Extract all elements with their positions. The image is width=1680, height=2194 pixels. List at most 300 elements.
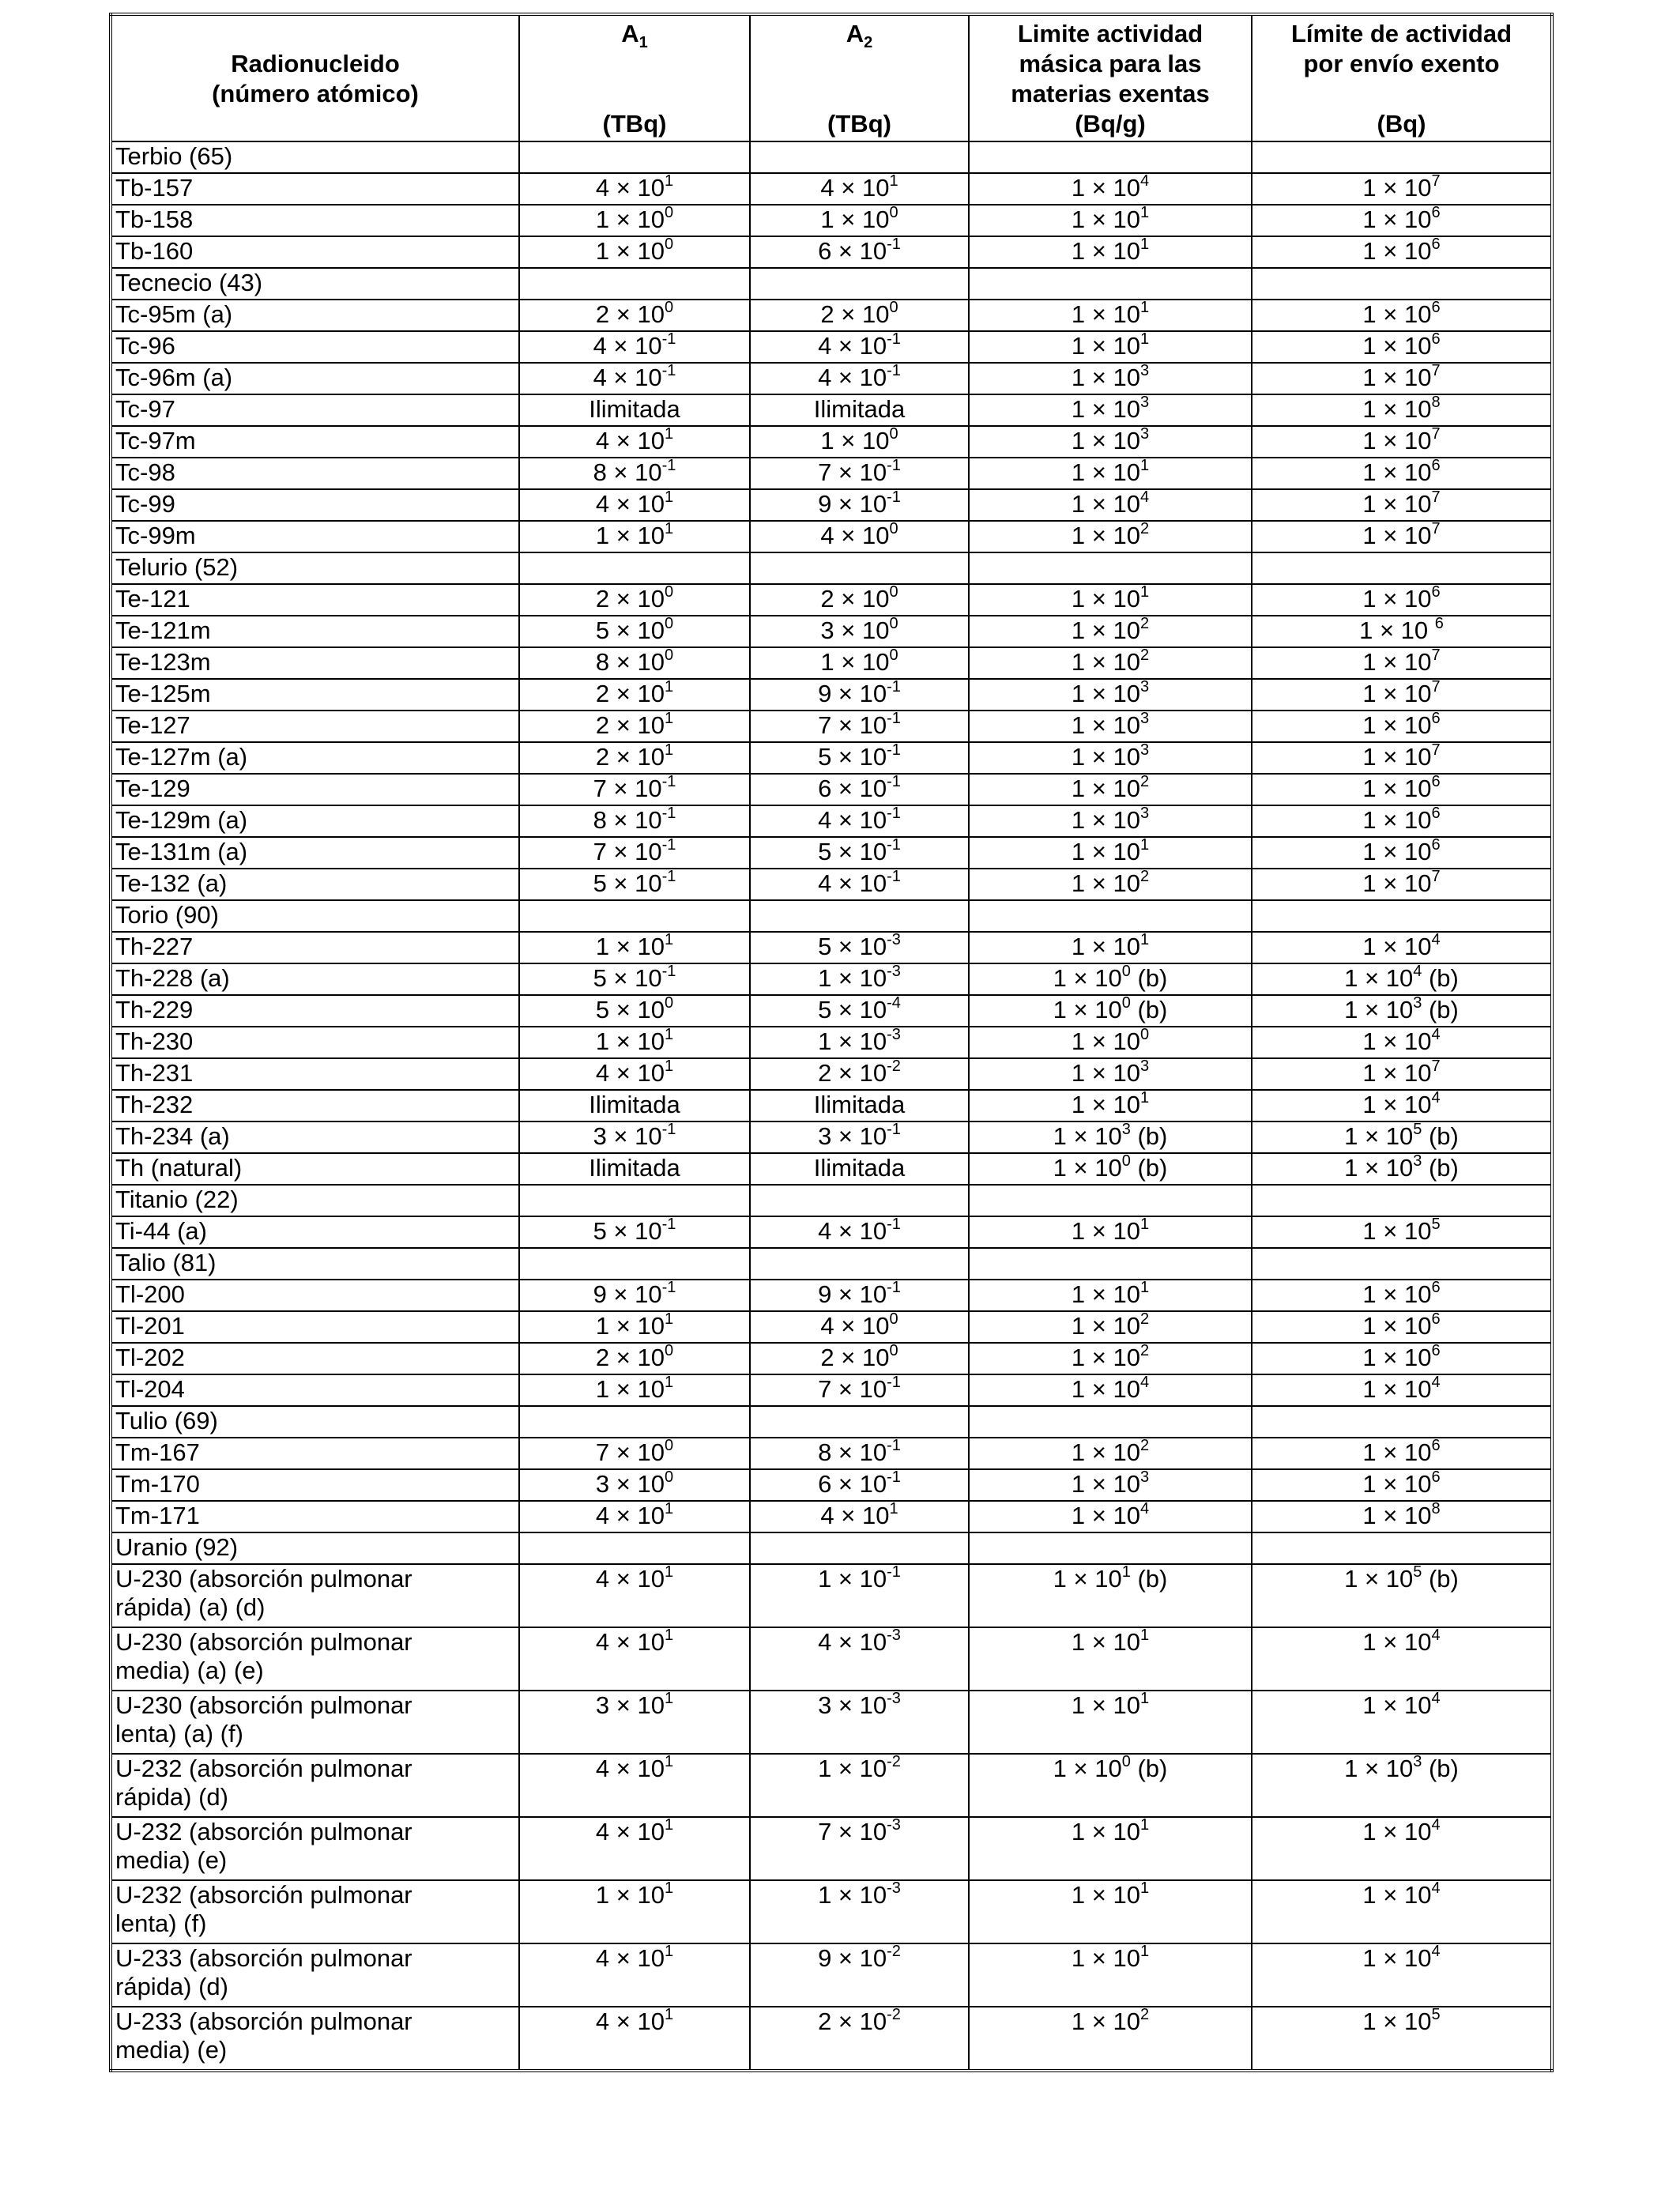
table-row (111, 1216, 1552, 1248)
exponent: 6 (1431, 1436, 1441, 1454)
a2-value: $3 \times 10^{-3}$ (750, 1691, 969, 1754)
exponent: 1 (664, 1373, 674, 1391)
radionuclide-name (111, 1627, 519, 1691)
name-line: lenta) (f) (115, 1909, 207, 1937)
limite-envio-value: $1 \times 10^4$ (1252, 1090, 1552, 1122)
limite-masica-value (969, 268, 1252, 300)
table-row (111, 1754, 1552, 1817)
name-line: U-233 (absorción pulmonar (115, 1944, 412, 1972)
radionuclide-name (111, 805, 519, 837)
a1-value: $4 \times 10^1$ (519, 1943, 750, 2007)
header-limite-masica (969, 14, 1252, 141)
name-line: Tc-98 (115, 458, 175, 486)
radionuclide-name (111, 394, 519, 426)
radionuclide-name (111, 1153, 519, 1185)
limite-masica-value: $1 \times 10^1$ (969, 837, 1252, 869)
exponent: 1 (1139, 1215, 1150, 1233)
exponent: 0 (889, 1341, 898, 1359)
exponent: 7 (1431, 867, 1441, 885)
limite-masica-value: $1 \times 10^2$ (969, 616, 1252, 647)
name-line: media) (e) (115, 2036, 228, 2064)
exponent: -2 (887, 1752, 901, 1770)
name-line: Uranio (92) (115, 1533, 239, 1561)
limite-masica-value: $1 \times 10^4$ (969, 1501, 1252, 1532)
limite-envio-value: $1 \times 10^4$ (1252, 1943, 1552, 2007)
limite-masica-value: $1 \times 10^4$ (969, 1374, 1252, 1406)
table-row (111, 711, 1552, 742)
radionuclide-name (111, 1754, 519, 1817)
element-group-row (111, 141, 1552, 173)
radionuclide-name (111, 1564, 519, 1627)
name-line: rápida) (a) (d) (115, 1593, 266, 1621)
a1-value: $2 \times 10^1$ (519, 711, 750, 742)
radionuclide-name (111, 1880, 519, 1943)
table-row (111, 1627, 1552, 1691)
limite-envio-value: $1 \times 10^6$ (1252, 837, 1552, 869)
limite-envio-value: 1 × 10 $^6$ (1252, 616, 1552, 647)
limite-envio-value: $1 \times 10^5$ (1252, 2007, 1552, 2071)
exponent: 0 (664, 1341, 674, 1359)
a1-value (519, 1248, 750, 1280)
name-line: Tl-201 (115, 1312, 185, 1340)
limite-masica-value: $1 \times 10^0$ (b) (969, 1754, 1252, 1817)
a2-value: $4 \times 10^1$ (750, 1501, 969, 1532)
element-group-row (111, 1248, 1552, 1280)
exponent: 5 (1413, 1120, 1422, 1138)
header-a1-label: A (621, 20, 639, 47)
header-row (111, 14, 1552, 141)
a1-value: $5 \times 10^{-1}$ (519, 869, 750, 900)
limite-envio-value: $1 \times 10^4$ (1252, 932, 1552, 963)
exponent: 1 (1139, 298, 1150, 316)
limite-masica-value: $1 \times 10^1$ (969, 1691, 1252, 1754)
exponent: 0 (1121, 1152, 1131, 1170)
radionuclide-name (111, 1280, 519, 1311)
limite-masica-value: $1 \times 10^4$ (969, 489, 1252, 521)
exponent: 0 (889, 646, 898, 664)
radionuclide-name (111, 1027, 519, 1058)
exponent: 0 (664, 235, 674, 253)
a2-value (750, 1532, 969, 1564)
exponent: 0 (889, 203, 898, 221)
limite-envio-value: $1 \times 10^7$ (1252, 173, 1552, 205)
exponent: 3 (1121, 1120, 1131, 1138)
a1-value: $1 \times 10^1$ (519, 1311, 750, 1343)
exponent: 0 (889, 519, 898, 537)
exponent: -3 (887, 962, 901, 980)
a2-value: $1 \times 10^0$ (750, 426, 969, 458)
radionuclide-name (111, 1501, 519, 1532)
limite-masica-value: $1 \times 10^3$ (969, 742, 1252, 774)
element-group-row (111, 1406, 1552, 1438)
a2-value: $2 \times 10^{-2}$ (750, 1058, 969, 1090)
a2-value: $9 \times 10^{-2}$ (750, 1943, 969, 2007)
name-line: Tb-158 (115, 205, 194, 233)
a1-value: $1 \times 10^1$ (519, 1880, 750, 1943)
element-group-name (111, 552, 519, 584)
exponent: 6 (1431, 330, 1441, 348)
exponent: 1 (1139, 235, 1150, 253)
exponent: 6 (1431, 804, 1441, 822)
radionuclide-table (109, 13, 1554, 2072)
header-radionucleido-line1: Radionucleido (231, 50, 400, 77)
name-line: Tm-171 (115, 1502, 200, 1529)
a1-value: Ilimitada (519, 394, 750, 426)
limite-envio-value: $1 \times 10^6$ (1252, 584, 1552, 616)
table-row (111, 426, 1552, 458)
exponent: -3 (887, 1815, 901, 1834)
a2-value: Ilimitada (750, 394, 969, 426)
limite-masica-value: $1 \times 10^1$ (969, 1627, 1252, 1691)
exponent: 1 (664, 1057, 674, 1075)
radionuclide-name (111, 458, 519, 489)
limite-envio-value: $1 \times 10^4$ (1252, 1880, 1552, 1943)
radionuclide-name (111, 1374, 519, 1406)
limite-envio-value: $1 \times 10^3$ (b) (1252, 1754, 1552, 1817)
table-row (111, 1501, 1552, 1532)
header-a2-unit: (TBq) (827, 110, 891, 138)
a1-value: $1 \times 10^1$ (519, 521, 750, 552)
a2-value: $9 \times 10^{-1}$ (750, 489, 969, 521)
name-line: Tecnecio (43) (115, 269, 263, 296)
a1-value: $1 \times 10^1$ (519, 932, 750, 963)
exponent: 7 (1431, 361, 1441, 379)
exponent: 7 (1431, 424, 1441, 443)
limite-envio-value: $1 \times 10^7$ (1252, 742, 1552, 774)
exponent: 6 (1431, 709, 1441, 727)
exponent: -2 (887, 1057, 901, 1075)
radionuclide-name (111, 774, 519, 805)
header-a2-sub: 2 (864, 34, 873, 52)
exponent: 4 (1431, 1626, 1441, 1644)
a2-value: $4 \times 10^{-1}$ (750, 1216, 969, 1248)
exponent: 1 (664, 1499, 674, 1517)
exponent: 1 (664, 2005, 674, 2023)
name-line: Th-231 (115, 1059, 194, 1087)
radionuclide-name (111, 426, 519, 458)
name-line: Titanio (22) (115, 1186, 239, 1213)
exponent: -1 (661, 330, 676, 348)
name-line: rápida) (d) (115, 1973, 228, 2000)
a1-value (519, 1185, 750, 1216)
exponent: -3 (887, 1025, 901, 1043)
a1-value: $9 \times 10^{-1}$ (519, 1280, 750, 1311)
exponent: 1 (889, 172, 898, 190)
exponent: 1 (889, 1499, 898, 1517)
table-row (111, 1691, 1552, 1754)
a1-value (519, 1532, 750, 1564)
radionuclide-name (111, 1343, 519, 1374)
element-group-row (111, 1532, 1552, 1564)
limite-envio-value (1252, 1532, 1552, 1564)
table-row (111, 1469, 1552, 1501)
limite-envio-value: $1 \times 10^8$ (1252, 1501, 1552, 1532)
limite-masica-value: $1 \times 10^3$ (969, 679, 1252, 711)
exponent: 0 (889, 614, 898, 632)
limite-masica-value: $1 \times 10^2$ (969, 2007, 1252, 2071)
limite-masica-value: $1 \times 10^2$ (969, 1311, 1252, 1343)
limite-masica-value: $1 \times 10^3$ (969, 1058, 1252, 1090)
exponent: -3 (887, 930, 901, 948)
name-line: Tl-200 (115, 1280, 185, 1308)
a1-value (519, 900, 750, 932)
name-line: Torio (90) (115, 901, 219, 929)
table-body (111, 141, 1552, 2071)
a1-value: Ilimitada (519, 1153, 750, 1185)
table-row (111, 1311, 1552, 1343)
limite-masica-value (969, 141, 1252, 173)
exponent: 0 (664, 1468, 674, 1486)
limite-masica-value: $1 \times 10^1$ (969, 1817, 1252, 1880)
a2-value: $1 \times 10^0$ (750, 647, 969, 679)
a2-value: $5 \times 10^{-4}$ (750, 995, 969, 1027)
name-line: Tc-96m (a) (115, 364, 233, 391)
exponent: 1 (1139, 1278, 1150, 1296)
limite-masica-value: $1 \times 10^1$ (969, 300, 1252, 331)
a1-value: $4 \times 10^1$ (519, 1058, 750, 1090)
a2-value: $5 \times 10^{-3}$ (750, 932, 969, 963)
a2-value: $6 \times 10^{-1}$ (750, 236, 969, 268)
limite-masica-value: $1 \times 10^3$ (b) (969, 1122, 1252, 1153)
exponent: 6 (1431, 1278, 1441, 1296)
name-line: Telurio (52) (115, 553, 239, 581)
a1-value: $8 \times 10^{-1}$ (519, 458, 750, 489)
limite-envio-value: $1 \times 10^7$ (1252, 679, 1552, 711)
exponent: 1 (664, 519, 674, 537)
exponent: -1 (887, 1215, 901, 1233)
limite-masica-value: $1 \times 10^3$ (969, 1469, 1252, 1501)
limite-envio-value: $1 \times 10^4$ (1252, 1691, 1552, 1754)
limite-masica-value: $1 \times 10^1$ (969, 1943, 1252, 2007)
exponent: 5 (1431, 1215, 1441, 1233)
table-row (111, 1374, 1552, 1406)
exponent: 1 (664, 709, 674, 727)
a2-value: $7 \times 10^{-3}$ (750, 1817, 969, 1880)
exponent: -1 (887, 677, 901, 696)
exponent: 5 (1413, 1563, 1422, 1581)
exponent: 1 (1139, 582, 1150, 601)
exponent: 6 (1431, 456, 1441, 474)
radionuclide-name (111, 1122, 519, 1153)
limite-envio-value: $1 \times 10^4$ (1252, 1027, 1552, 1058)
exponent: -1 (887, 741, 901, 759)
exponent: 1 (664, 677, 674, 696)
header-radionucleido (111, 14, 519, 141)
header-limite-masica-line1: Limite actividad (1017, 20, 1203, 47)
a1-value: $3 \times 10^{-1}$ (519, 1122, 750, 1153)
exponent: 7 (1431, 677, 1441, 696)
a2-value: $1 \times 10^{-1}$ (750, 1564, 969, 1627)
a1-value (519, 1406, 750, 1438)
limite-masica-value: $1 \times 10^3$ (969, 394, 1252, 426)
a1-value: Ilimitada (519, 1090, 750, 1122)
exponent: 4 (1139, 1499, 1150, 1517)
table-row (111, 205, 1552, 236)
name-line: Te-129 (115, 775, 190, 802)
exponent: 1 (664, 172, 674, 190)
a2-value: Ilimitada (750, 1090, 969, 1122)
header-radionucleido-line2: (número atómico) (212, 80, 419, 107)
a1-value: $4 \times 10^1$ (519, 2007, 750, 2071)
name-line: Te-127 (115, 711, 190, 739)
exponent: 1 (1139, 835, 1150, 854)
a2-value: $2 \times 10^0$ (750, 300, 969, 331)
exponent: 0 (664, 582, 674, 601)
a2-value: $6 \times 10^{-1}$ (750, 774, 969, 805)
exponent: -1 (661, 804, 676, 822)
exponent: -1 (887, 488, 901, 506)
radionuclide-name (111, 963, 519, 995)
table-row (111, 1153, 1552, 1185)
name-line: Te-121 (115, 585, 190, 613)
limite-envio-value: $1 \times 10^6$ (1252, 205, 1552, 236)
limite-envio-value (1252, 1248, 1552, 1280)
a2-value: $8 \times 10^{-1}$ (750, 1438, 969, 1469)
a2-value: $4 \times 10^{-1}$ (750, 869, 969, 900)
limite-envio-value: $1 \times 10^6$ (1252, 1438, 1552, 1469)
exponent: 0 (664, 614, 674, 632)
limite-masica-value: $1 \times 10^4$ (969, 173, 1252, 205)
exponent: 7 (1431, 741, 1441, 759)
name-line: Te-132 (a) (115, 869, 228, 897)
exponent: 7 (1431, 1057, 1441, 1075)
exponent: 4 (1431, 1025, 1441, 1043)
exponent: 4 (1139, 1373, 1150, 1391)
header-limite-masica-unit: (Bq/g) (1075, 110, 1146, 138)
a1-value: $5 \times 10^0$ (519, 995, 750, 1027)
a2-value (750, 1248, 969, 1280)
a1-value: $8 \times 10^0$ (519, 647, 750, 679)
limite-envio-value (1252, 1406, 1552, 1438)
header-limite-envio-line2: por envío exento (1303, 50, 1500, 77)
a2-value: $9 \times 10^{-1}$ (750, 1280, 969, 1311)
a1-value: $4 \times 10^1$ (519, 1501, 750, 1532)
limite-masica-value (969, 900, 1252, 932)
a2-value: $3 \times 10^0$ (750, 616, 969, 647)
exponent: 0 (1121, 993, 1131, 1012)
limite-envio-value: $1 \times 10^6$ (1252, 458, 1552, 489)
exponent: 6 (1431, 1310, 1441, 1328)
limite-envio-value: $1 \times 10^4$ (b) (1252, 963, 1552, 995)
limite-envio-value: $1 \times 10^4$ (1252, 1627, 1552, 1691)
exponent: 1 (1139, 1815, 1150, 1834)
header-a2-label: A (846, 20, 864, 47)
exponent: 0 (889, 424, 898, 443)
radionuclide-name (111, 489, 519, 521)
exponent: 4 (1413, 962, 1422, 980)
exponent: 0 (1139, 1025, 1150, 1043)
radionuclide-name (111, 521, 519, 552)
limite-envio-value (1252, 900, 1552, 932)
name-line: Te-125m (115, 680, 211, 707)
exponent: -1 (887, 804, 901, 822)
limite-masica-value: $1 \times 10^0$ (b) (969, 963, 1252, 995)
element-group-row (111, 268, 1552, 300)
radionuclide-name (111, 647, 519, 679)
limite-envio-value (1252, 552, 1552, 584)
limite-masica-value: $1 \times 10^3$ (969, 805, 1252, 837)
exponent: 3 (1139, 1468, 1150, 1486)
limite-envio-value: $1 \times 10^6$ (1252, 331, 1552, 363)
exponent: -1 (887, 330, 901, 348)
radionuclide-name (111, 363, 519, 394)
name-line: Th-228 (a) (115, 964, 230, 992)
exponent: 1 (1139, 203, 1150, 221)
exponent: 2 (1139, 867, 1150, 885)
limite-envio-value: $1 \times 10^5$ (b) (1252, 1122, 1552, 1153)
a2-value: $4 \times 10^{-1}$ (750, 363, 969, 394)
limite-masica-value: $1 \times 10^3$ (969, 363, 1252, 394)
limite-masica-value: $1 \times 10^1$ (969, 1880, 1252, 1943)
exponent: 7 (1431, 488, 1441, 506)
limite-masica-value (969, 1185, 1252, 1216)
name-line: Tc-99m (115, 522, 196, 549)
radionuclide-name (111, 869, 519, 900)
element-group-name (111, 1185, 519, 1216)
a1-value: $1 \times 10^1$ (519, 1374, 750, 1406)
limite-envio-value: $1 \times 10^3$ (b) (1252, 995, 1552, 1027)
limite-masica-value: $1 \times 10^2$ (969, 1343, 1252, 1374)
limite-masica-value: $1 \times 10^1$ (969, 236, 1252, 268)
a2-value: $1 \times 10^{-3}$ (750, 1880, 969, 1943)
limite-envio-value: $1 \times 10^7$ (1252, 426, 1552, 458)
exponent: 4 (1431, 1088, 1441, 1106)
limite-envio-value: $1 \times 10^7$ (1252, 521, 1552, 552)
a1-value: $8 \times 10^{-1}$ (519, 805, 750, 837)
exponent: 7 (1431, 519, 1441, 537)
limite-envio-value: $1 \times 10^5$ (1252, 1216, 1552, 1248)
exponent: 1 (1139, 456, 1150, 474)
name-line: Tm-170 (115, 1470, 200, 1498)
exponent: 0 (664, 646, 674, 664)
exponent: 0 (664, 993, 674, 1012)
table-row (111, 458, 1552, 489)
limite-envio-value: $1 \times 10^7$ (1252, 363, 1552, 394)
exponent: -3 (887, 1689, 901, 1707)
exponent: 1 (664, 1310, 674, 1328)
radionuclide-name (111, 331, 519, 363)
exponent: 2 (1139, 519, 1150, 537)
a1-value: $2 \times 10^1$ (519, 742, 750, 774)
a1-value: $4 \times 10^{-1}$ (519, 363, 750, 394)
exponent: 3 (1139, 424, 1150, 443)
exponent: -1 (887, 1563, 901, 1581)
table-row (111, 236, 1552, 268)
element-group-name (111, 141, 519, 173)
table-row (111, 489, 1552, 521)
table-row (111, 173, 1552, 205)
header-limite-masica-line2: másica para las (1019, 50, 1202, 77)
a1-value (519, 141, 750, 173)
exponent: 4 (1431, 930, 1441, 948)
name-line: U-230 (absorción pulmonar (115, 1628, 412, 1656)
limite-masica-value (969, 1248, 1252, 1280)
name-line: Tc-97m (115, 427, 196, 454)
limite-masica-value (969, 1406, 1252, 1438)
limite-envio-value (1252, 268, 1552, 300)
exponent: 1 (664, 1025, 674, 1043)
exponent: 4 (1139, 172, 1150, 190)
name-line: Terbio (65) (115, 142, 233, 170)
a2-value: $2 \times 10^{-2}$ (750, 2007, 969, 2071)
limite-masica-value: $1 \times 10^1$ (969, 1090, 1252, 1122)
a2-value: $4 \times 10^{-1}$ (750, 331, 969, 363)
a1-value: $1 \times 10^0$ (519, 236, 750, 268)
exponent: 6 (1431, 1468, 1441, 1486)
exponent: 1 (664, 1879, 674, 1897)
exponent: -1 (887, 1278, 901, 1296)
a2-value: $1 \times 10^{-3}$ (750, 1027, 969, 1058)
